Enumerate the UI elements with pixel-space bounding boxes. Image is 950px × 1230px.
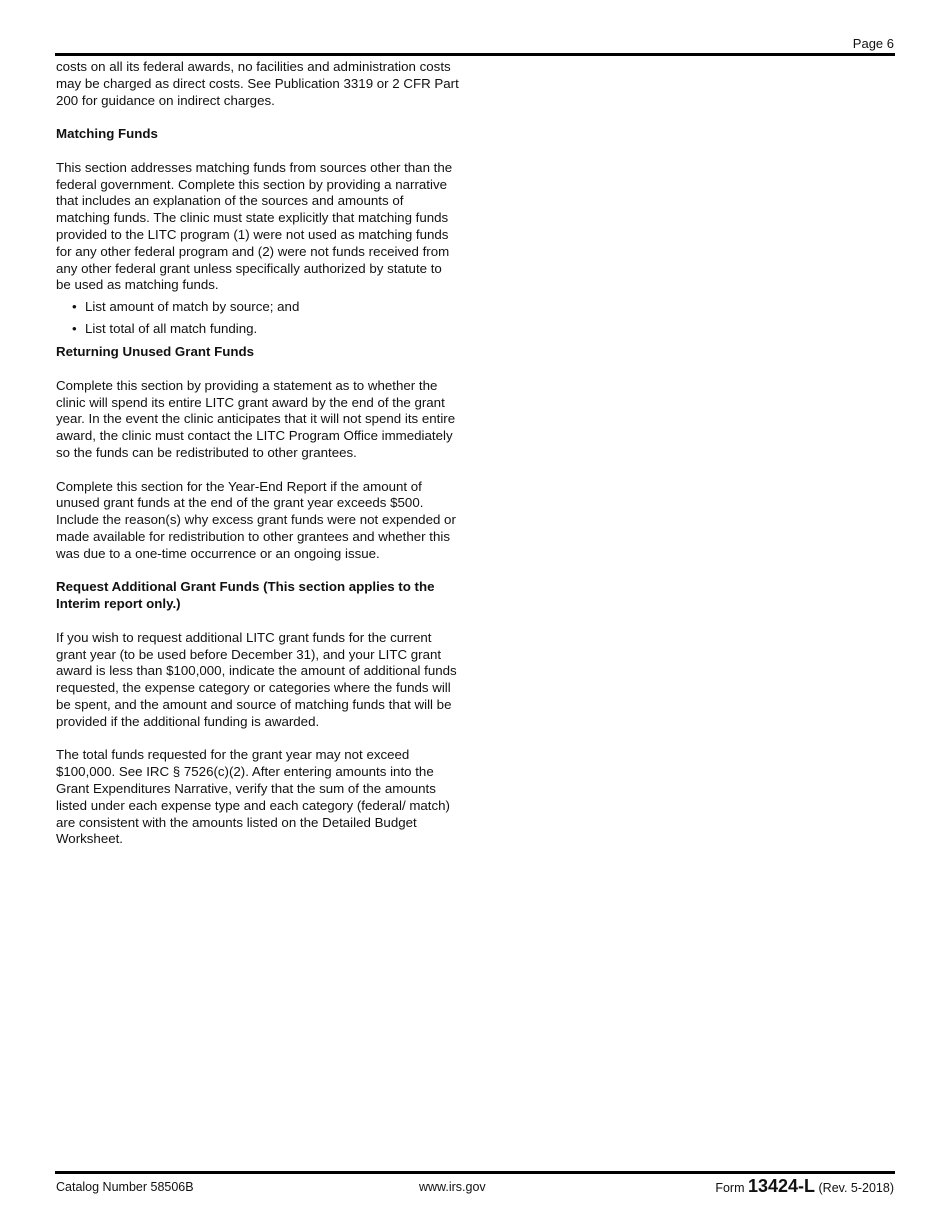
- matching-funds-list: [56, 299, 460, 338]
- request-paragraph-2: The total funds requested for the grant year may not exceed $100,000. See IRC § 7526(c)(2). After entering amounts into the Grant Expenditures Narrative, verify that the sum of the amounts listed under each expense type and each category (federal/ match) are consistent with the amounts listed on the Detailed Budget Worksheet.: [56, 747, 450, 847]
- list-item-text: List total of all match funding.: [85, 321, 258, 337]
- footer-divider: [55, 1171, 895, 1174]
- list-item-text: List amount of match by source; and: [85, 299, 300, 315]
- form-number: 13424-L: [747, 1176, 816, 1196]
- matching-funds-heading: Matching Funds: [56, 126, 158, 142]
- list-item: [56, 321, 460, 338]
- main-column: [56, 59, 460, 848]
- request-additional-funds-heading: Request Additional Grant Funds (This section applies to the Interim report only.): [56, 579, 435, 612]
- intro-paragraph: costs on all its federal awards, no facilities and administration costs may be charged as direct costs. See Publication 3319 or 2 CFR Part 200 for guidance on indirect charges.: [56, 59, 459, 108]
- matching-funds-paragraph: This section addresses matching funds from sources other than the federal government. Complete this section by providing a narrative that includes an explanation of the sources and amounts of matching funds. The clinic must state explicitly that matching funds provided to the LITC program (1) were not used as matching funds for any other federal program and (2) were not funds received from any other federal grant unless specifically authorized by statute to be used as matching funds.: [56, 159, 453, 293]
- website-link[interactable]: www.irs.gov: [419, 1180, 486, 1194]
- bullet-icon: •: [72, 299, 77, 315]
- request-paragraph-1: If you wish to request additional LITC grant funds for the current grant year (to be used before December 31), and your LITC grant award is less than $100,000, indicate the amount of additional funds requested, the expense category or categories where the funds will be spent, and the amount and source of matching funds that will be provided if the additional funding is awarded.: [56, 629, 457, 729]
- catalog-number: Catalog Number 58506B: [56, 1180, 194, 1194]
- bullet-icon: •: [72, 321, 77, 337]
- returning-unused-funds-heading: Returning Unused Grant Funds: [56, 344, 254, 360]
- header-divider: [55, 53, 895, 56]
- returning-paragraph-1: Complete this section by providing a statement as to whether the clinic will spend its entire LITC grant award by the end of the grant year. In the event the clinic anticipates that it will not spend its entire award, the clinic must contact the LITC Program Office immediately so the funds can be redistributed to other grantees.: [56, 377, 456, 461]
- list-item: [56, 299, 460, 316]
- page-footer: [56, 1176, 894, 1198]
- form-revision: (Rev. 5-2018): [818, 1181, 894, 1195]
- page-number: Page 6: [852, 36, 894, 51]
- form-identifier: [715, 1176, 894, 1197]
- form-prefix: Form: [715, 1181, 745, 1195]
- returning-paragraph-2: Complete this section for the Year-End Report if the amount of unused grant funds at the end of the grant year exceeds $500. Include the reason(s) why excess grant funds were not expended or made available for redistribution to other grantees and whether this was due to a one-time occurrence or an ongoing issue.: [56, 478, 456, 561]
